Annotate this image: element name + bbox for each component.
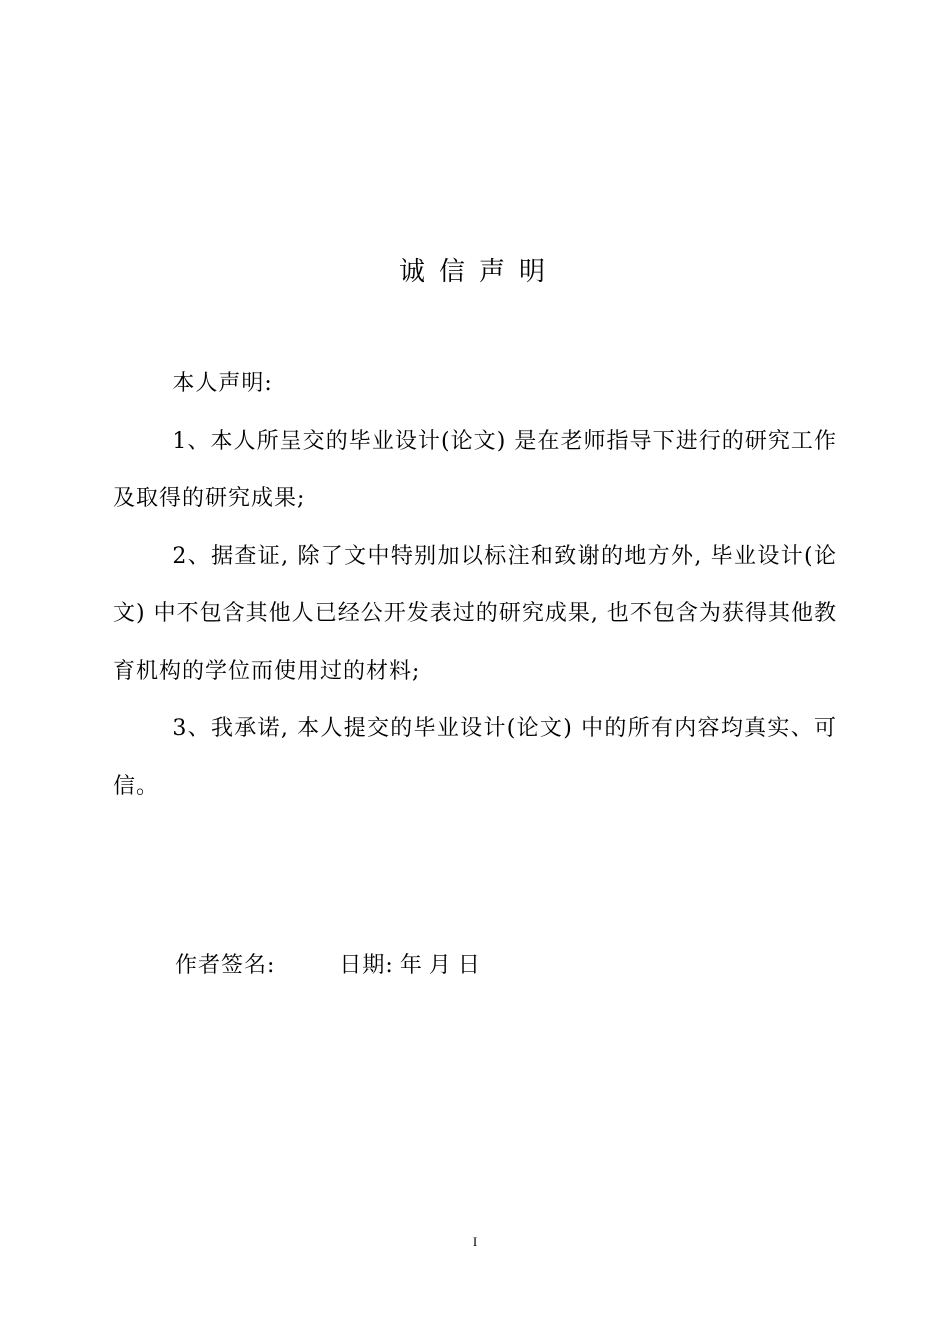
signature-line [175,946,481,986]
date-day: 日 [457,953,481,978]
date-year: 年 [399,953,423,978]
declaration-item-3: 3、我承诺, 本人提交的毕业设计(论文) 中的所有内容均真实、可信。 [113,716,837,799]
author-signature-label: 作者签名: [175,953,276,978]
declaration-body [113,355,837,815]
page-title: 诚信声明 [398,257,559,287]
declaration-item-2: 2、据查证, 除了文中特别加以标注和致谢的地方外, 毕业设计(论文) 中不包含其他人已经公开发表过的研究成果, 也不包含为获得其他教育机构的学位而使用过的材料; [113,543,837,684]
declaration-intro: 本人声明: [172,371,273,396]
date-month: 月 [428,953,452,978]
page-number: I [472,1234,478,1249]
declaration-item-1: 1、本人所呈交的毕业设计(论文) 是在老师指导下进行的研究工作及取得的研究成果; [113,428,837,511]
date-label: 日期: [339,953,394,978]
